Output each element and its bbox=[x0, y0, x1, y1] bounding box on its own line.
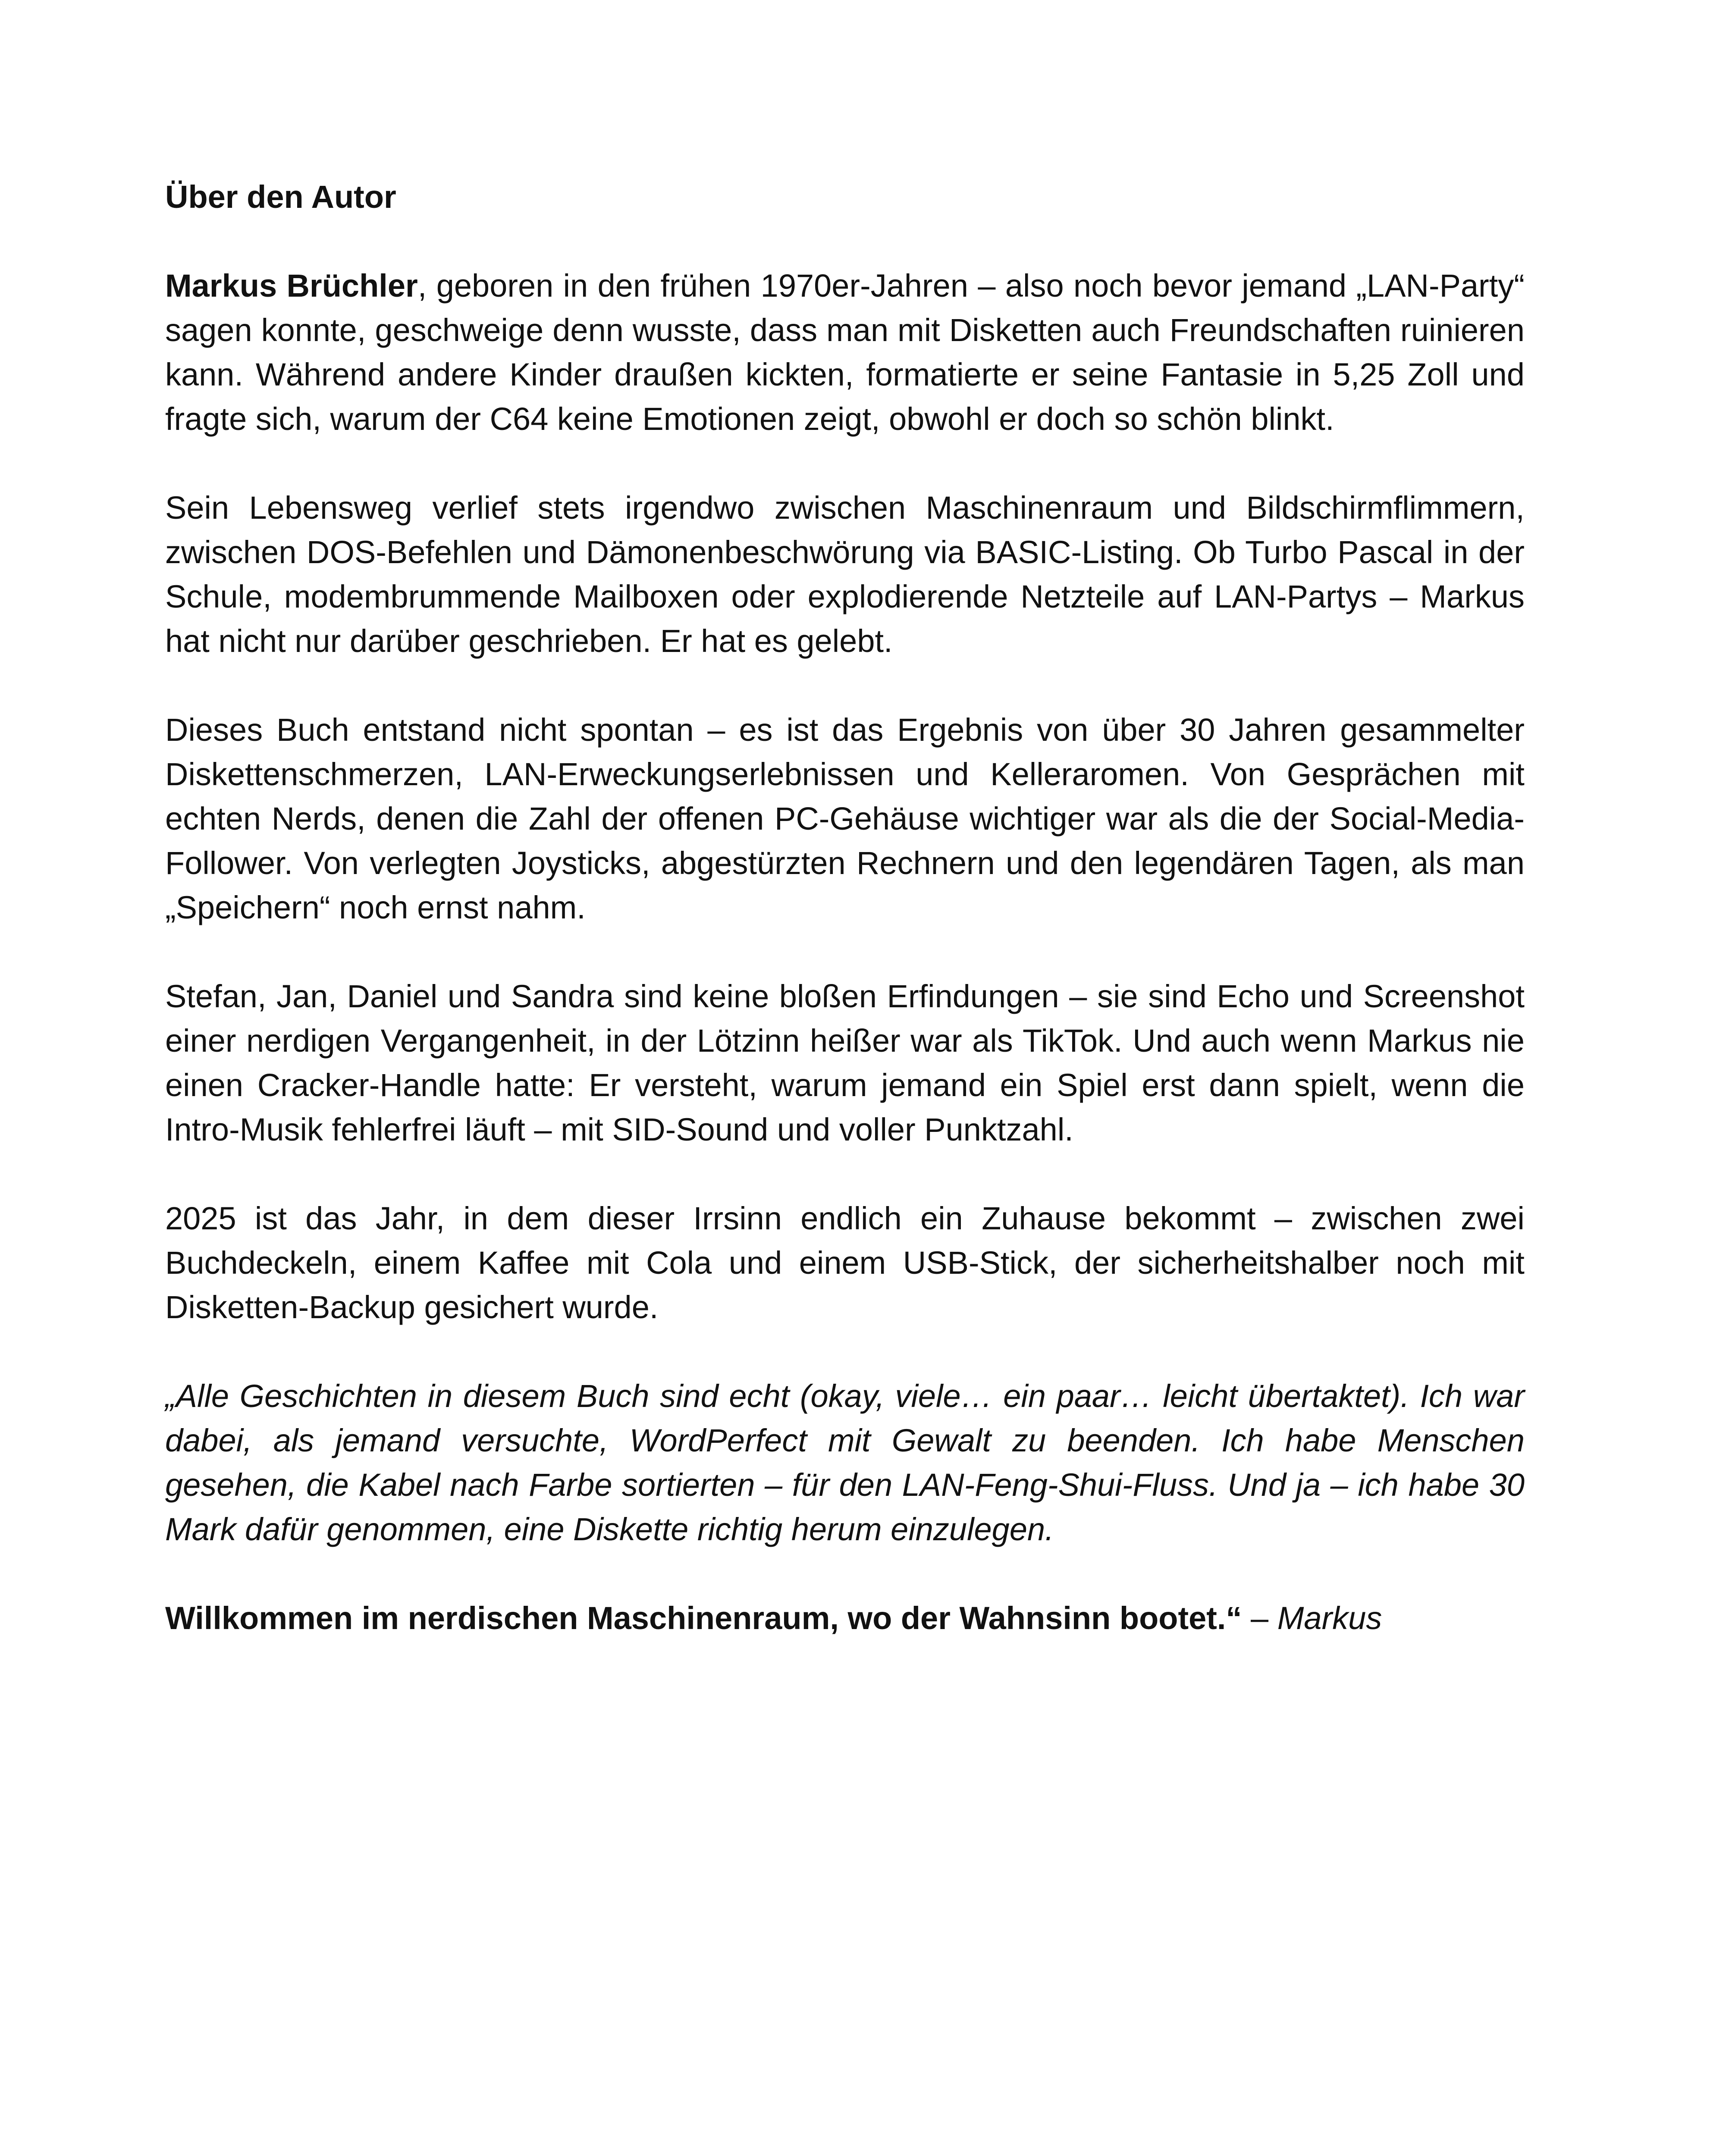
author-name: Markus Brüchler bbox=[165, 268, 418, 304]
paragraph-intro bbox=[165, 263, 1525, 441]
author-bio bbox=[165, 175, 1525, 1640]
closing-dash: – bbox=[1242, 1600, 1277, 1636]
author-quote: „Alle Geschichten in diesem Buch sind echt (okay, viele… ein paar… leicht übertaktet). Ich war dabei, als jemand versuchte, WordPerfect mit Gewalt zu beenden. Ich habe Menschen gesehen, die Kabel nach Farbe sortierten – für den LAN-Feng-Shui-Fluss. Und ja – ich habe 30 Mark dafür genommen, eine Diskette richtig herum einzulegen. bbox=[165, 1378, 1525, 1547]
section-heading: Über den Autor bbox=[165, 179, 396, 215]
paragraph-2025: 2025 ist das Jahr, in dem dieser Irrsinn endlich ein Zuhause bekommt – zwischen zwei Buchdeckeln, einem Kaffee mit Cola und einem USB-Stick, der sicherheitshalber noch mit Disketten-Backup gesichert wurde. bbox=[165, 1200, 1525, 1325]
paragraph-buch: Dieses Buch entstand nicht spontan – es ist das Ergebnis von über 30 Jahren gesammelter Diskettenschmerzen, LAN-Erweckungserlebnissen und Kelleraromen. Von Gesprächen mit echten Nerds, denen die Zahl der offenen PC-Gehäuse wichtiger war als die der Social-Media-Follower. Von verlegten Joysticks, abgestürzten Rechnern und den legendären Tagen, als man „Speichern“ noch ernst nahm. bbox=[165, 712, 1525, 925]
closing-bold-text: Willkommen im nerdischen Maschinenraum, wo der Wahnsinn bootet.“ bbox=[165, 1600, 1242, 1636]
paragraph-lebensweg: Sein Lebensweg verlief stets irgendwo zwischen Maschinenraum und Bildschirmflimmern, zwischen DOS-Befehlen und Dämonenbeschwörung via BASIC-Listing. Ob Turbo Pascal in der Schule, modembrummende Mailboxen oder explodierende Netzteile auf LAN-Partys – Markus hat nicht nur darüber geschrieben. Er hat es gelebt. bbox=[165, 490, 1525, 659]
signature: Markus bbox=[1277, 1600, 1382, 1636]
paragraph-intro-text: , geboren in den frühen 1970er-Jahren – also noch bevor jemand „LAN-Party“ sagen konnte, geschweige denn wusste, dass man mit Disketten auch Freundschaften ruinieren kann. Während andere Kinder draußen kickten, formatierte er seine Fantasie in 5,25 Zoll und fragte sich, warum der C64 keine Emotionen zeigt, obwohl er doch so schön blinkt. bbox=[165, 268, 1525, 437]
paragraph-figuren: Stefan, Jan, Daniel und Sandra sind keine bloßen Erfindungen – sie sind Echo und Screenshot einer nerdigen Vergangenheit, in der Lötzinn heißer war als TikTok. Und auch wenn Markus nie einen Cracker-Handle hatte: Er versteht, warum jemand ein Spiel erst dann spielt, wenn die Intro-Musik fehlerfrei läuft – mit SID-Sound und voller Punktzahl. bbox=[165, 978, 1525, 1147]
closing-line bbox=[165, 1596, 1525, 1640]
